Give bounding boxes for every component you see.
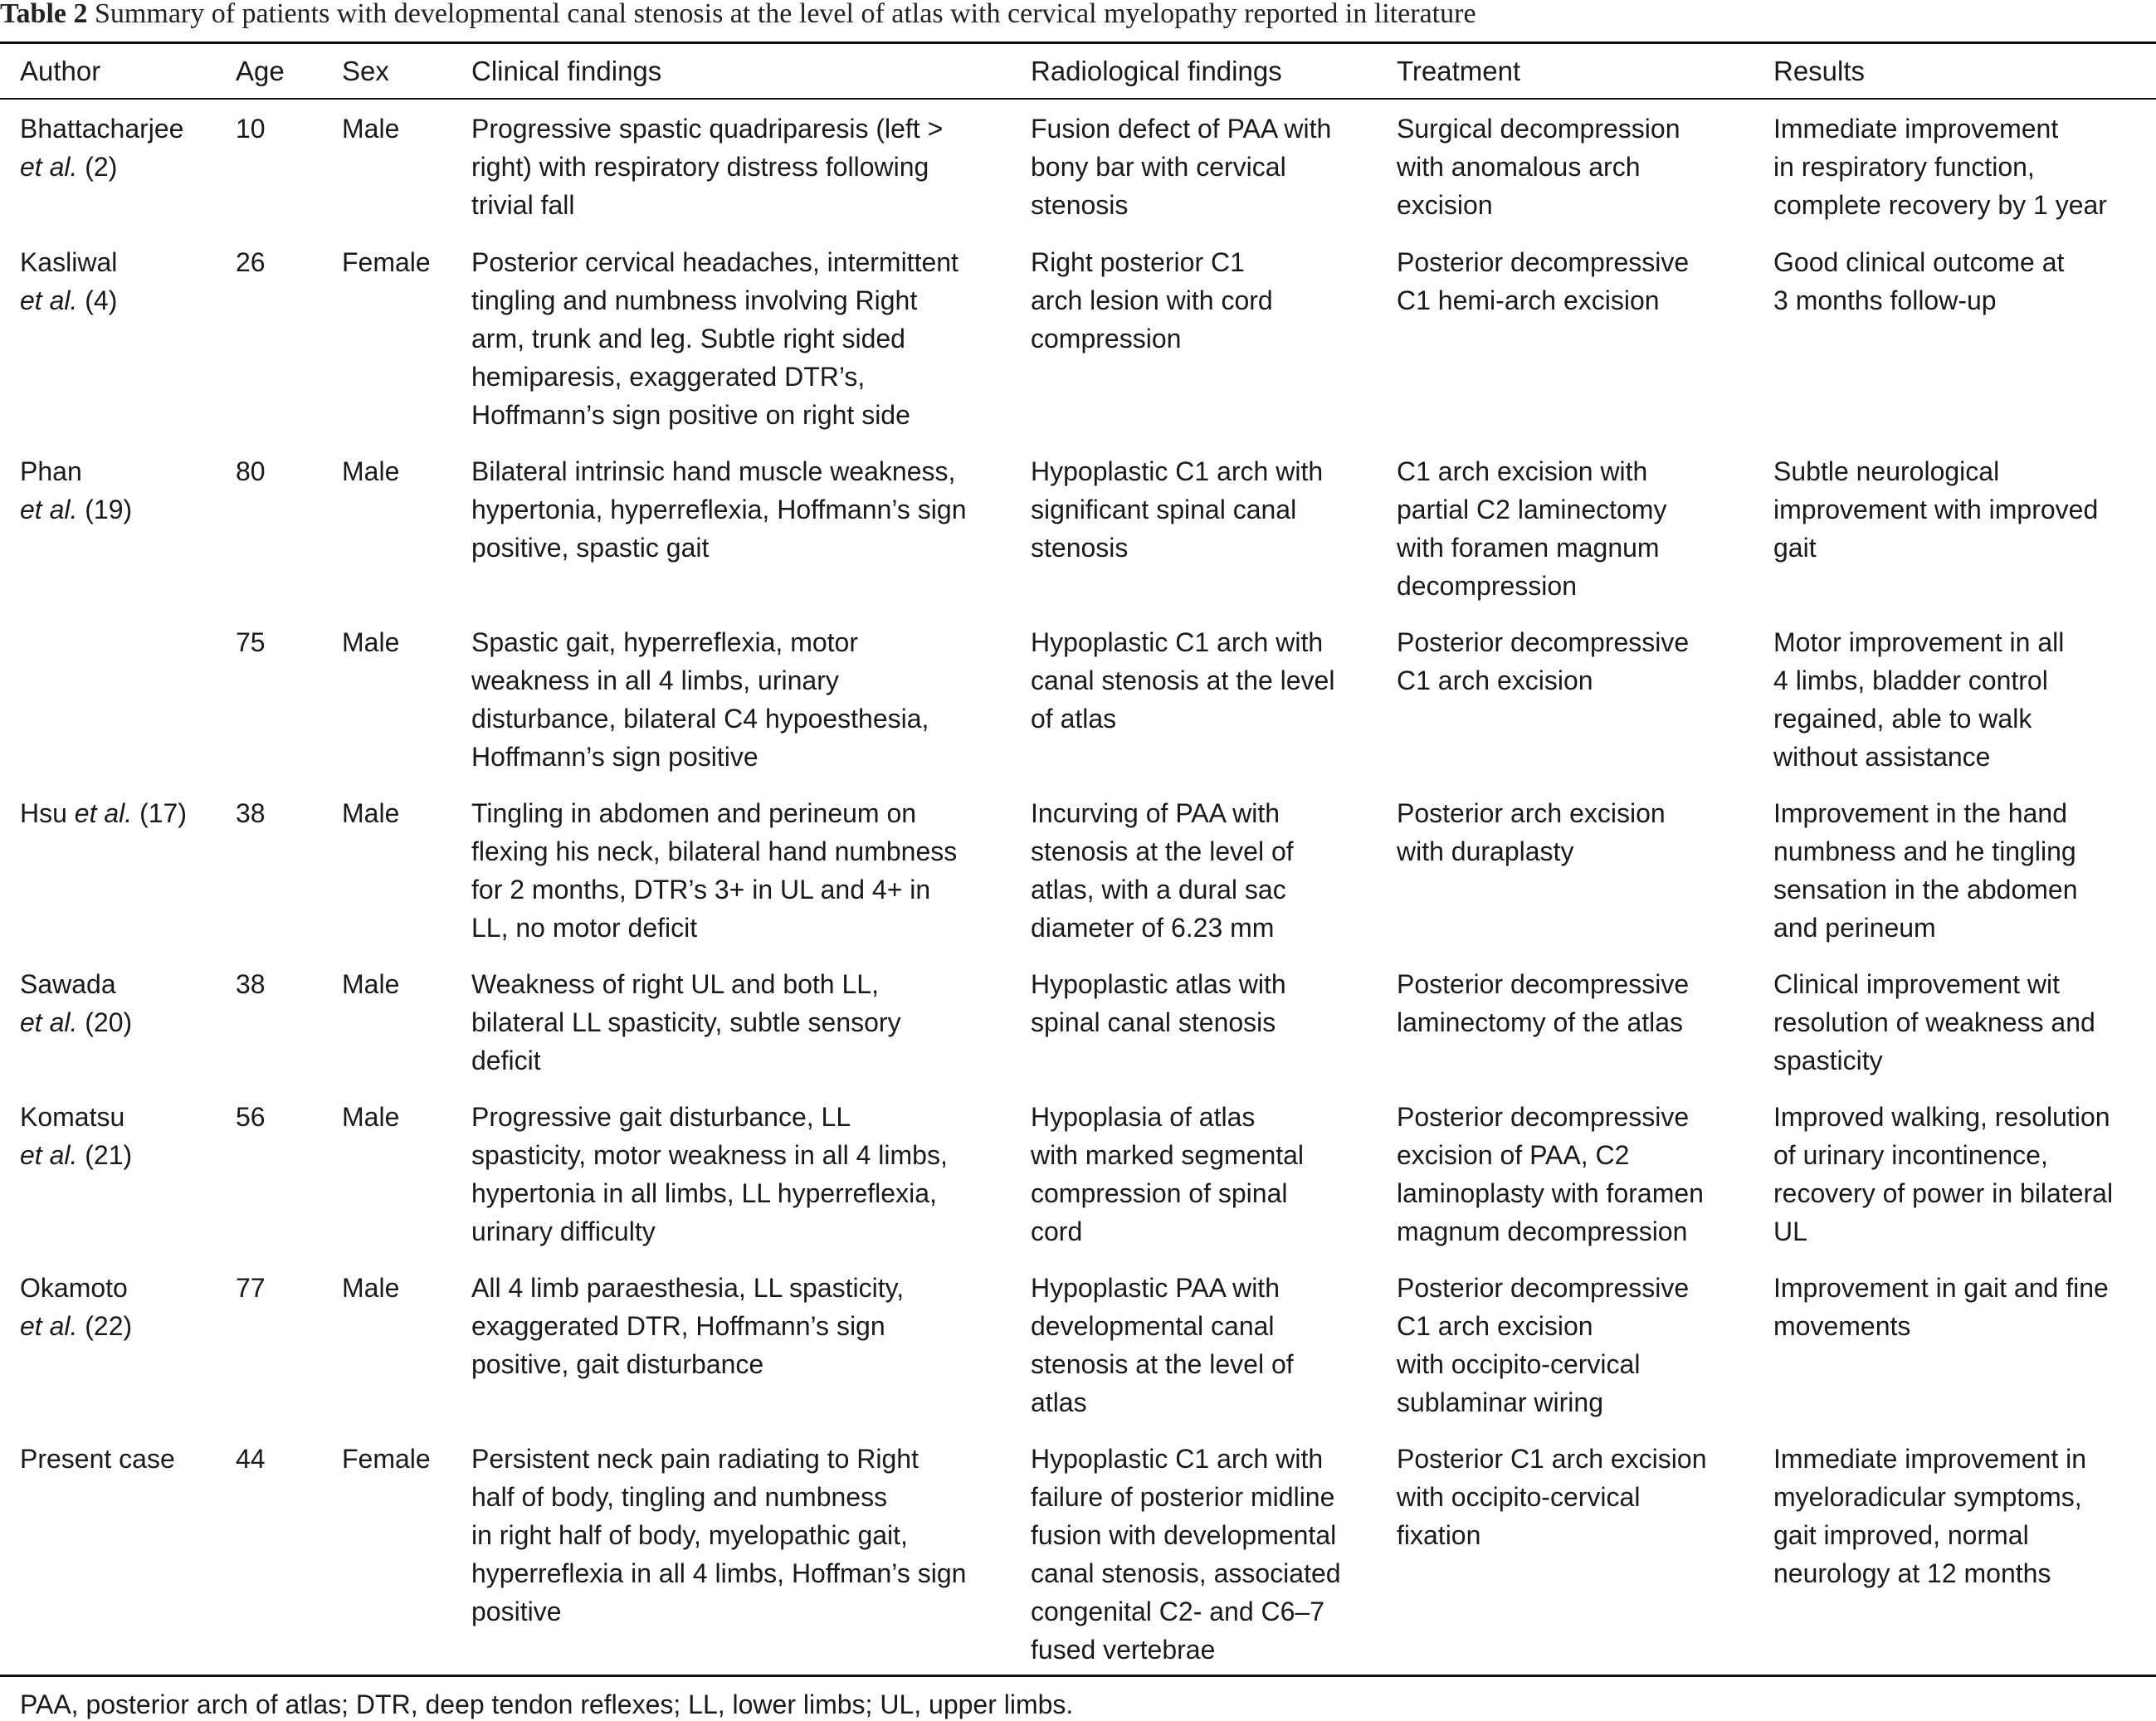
clinical-findings-cell	[471, 794, 1011, 947]
clinical-findings-cell-line: hemiparesis, exaggerated DTR’s,	[471, 362, 866, 392]
radiological-findings-cell-line: fusion with developmental	[1031, 1520, 1337, 1550]
table-row	[0, 110, 2156, 243]
results-cell-line: without assistance	[1773, 742, 1991, 772]
results-cell-line: neurology at 12 months	[1773, 1558, 2051, 1588]
results-cell-line: Immediate improvement in	[1773, 1444, 2087, 1474]
clinical-findings-cell-line: disturbance, bilateral C4 hypoesthesia,	[471, 704, 929, 734]
radiological-findings-cell-line: bony bar with cervical	[1031, 152, 1286, 182]
author-et-al: et al.	[20, 1007, 78, 1037]
age-cell: 38	[236, 969, 266, 999]
clinical-findings-cell-line: Posterior cervical headaches, intermittent	[471, 247, 958, 277]
results-cell	[1773, 452, 2147, 567]
results-cell	[1773, 794, 2147, 947]
radiological-findings-cell-line: diameter of 6.23 mm	[1031, 913, 1275, 943]
radiological-findings-cell	[1031, 1269, 1371, 1421]
age-cell: 38	[236, 798, 266, 828]
radiological-findings-cell-line: Hypoplastic C1 arch with	[1031, 1444, 1324, 1474]
clinical-findings-cell-line: Spastic gait, hyperreflexia, motor	[471, 627, 858, 657]
results-cell-line: improvement with improved	[1773, 495, 2099, 524]
clinical-findings-cell-line: positive	[471, 1597, 562, 1626]
treatment-cell	[1397, 452, 1754, 605]
results-cell	[1773, 1098, 2147, 1251]
treatment-cell-line: magnum decompression	[1397, 1216, 1688, 1246]
radiological-findings-cell	[1031, 243, 1371, 358]
sex-cell: Male	[342, 627, 400, 657]
author-text: Sawada	[20, 969, 116, 999]
table-title: Summary of patients with developmental canal stenosis at the level of atlas with cervical myelopathy reported in literature	[87, 0, 1476, 29]
treatment-cell-line: with foramen magnum	[1397, 533, 1660, 563]
clinical-findings-cell-line: half of body, tingling and numbness	[471, 1482, 888, 1512]
clinical-findings-cell-line: All 4 limb paraesthesia, LL spasticity,	[471, 1273, 905, 1303]
clinical-findings-cell-line: hyperreflexia in all 4 limbs, Hoffman’s sign	[471, 1558, 967, 1588]
results-cell-line: in respiratory function,	[1773, 152, 2035, 182]
author-et-al: et al.	[20, 285, 78, 315]
treatment-cell-line: with duraplasty	[1397, 836, 1574, 866]
clinical-findings-cell-line: Hoffmann’s sign positive	[471, 742, 759, 772]
author-line	[20, 794, 219, 832]
clinical-findings-cell-line: for 2 months, DTR’s 3+ in UL and 4+ in	[471, 875, 931, 904]
table-row	[0, 1269, 2156, 1440]
clinical-findings-cell-line: LL, no motor deficit	[471, 913, 698, 943]
radiological-findings-cell-line: atlas, with a dural sac	[1031, 875, 1286, 904]
radiological-findings-cell-line: of atlas	[1031, 704, 1117, 734]
author-text: Present case	[20, 1444, 175, 1474]
results-cell-line: Improved walking, resolution	[1773, 1102, 2110, 1132]
sex-cell: Male	[342, 969, 400, 999]
clinical-findings-cell-line: Hoffmann’s sign positive on right side	[471, 400, 910, 430]
treatment-cell-line: with anomalous arch	[1397, 152, 1641, 182]
author-text: (21)	[77, 1140, 133, 1170]
results-cell-line: regained, able to walk	[1773, 704, 2032, 734]
clinical-findings-cell-line: Progressive spastic quadriparesis (left >	[471, 114, 944, 144]
treatment-cell-line: C1 arch excision	[1397, 1311, 1593, 1341]
treatment-cell-line: C1 arch excision	[1397, 665, 1593, 695]
author-et-al: et al.	[20, 152, 78, 182]
age-cell: 44	[236, 1444, 266, 1474]
author-text: Hsu	[20, 798, 75, 828]
sex-cell: Male	[342, 456, 400, 486]
clinical-findings-cell	[471, 1269, 1011, 1383]
radiological-findings-cell-line: spinal canal stenosis	[1031, 1007, 1276, 1037]
clinical-findings-cell-line: Persistent neck pain radiating to Right	[471, 1444, 919, 1474]
author-line	[20, 1440, 219, 1478]
clinical-findings-cell-line: trivial fall	[471, 190, 575, 220]
clinical-findings-cell	[471, 965, 1011, 1080]
header-age: Age	[236, 56, 285, 86]
radiological-findings-cell-line: stenosis at the level of	[1031, 836, 1294, 866]
results-cell-line: recovery of power in bilateral	[1773, 1178, 2114, 1208]
results-cell-line: sensation in the abdomen	[1773, 875, 2078, 904]
author-cell	[20, 1269, 219, 1345]
radiological-findings-cell-line: canal stenosis, associated	[1031, 1558, 1341, 1588]
results-cell-line: gait improved, normal	[1773, 1520, 2029, 1550]
header-rule	[0, 98, 2156, 100]
sex-cell: Male	[342, 114, 400, 144]
treatment-cell-line: Surgical decompression	[1397, 114, 1680, 144]
results-cell-line: complete recovery by 1 year	[1773, 190, 2107, 220]
clinical-findings-cell-line: flexing his neck, bilateral hand numbness	[471, 836, 958, 866]
radiological-findings-cell-line: Fusion defect of PAA with	[1031, 114, 1332, 144]
treatment-cell-line: Posterior decompressive	[1397, 627, 1690, 657]
author-text: Bhattacharjee	[20, 114, 184, 144]
results-cell	[1773, 110, 2147, 224]
results-cell-line: Improvement in gait and fine	[1773, 1273, 2109, 1303]
author-text: Kasliwal	[20, 247, 118, 277]
radiological-findings-cell	[1031, 1440, 1371, 1669]
radiological-findings-cell	[1031, 794, 1371, 947]
radiological-findings-cell-line: congenital C2- and C6–7	[1031, 1597, 1325, 1626]
radiological-findings-cell	[1031, 1098, 1371, 1251]
table-body	[0, 110, 2156, 1665]
results-cell	[1773, 623, 2147, 776]
author-text: (19)	[77, 495, 133, 524]
table-footnote: PAA, posterior arch of atlas; DTR, deep tendon reflexes; LL, lower limbs; UL, upper limbs.	[20, 1689, 1074, 1719]
clinical-findings-cell-line: hypertonia in all limbs, LL hyperreflexia,	[471, 1178, 937, 1208]
radiological-findings-cell-line: Hypoplastic C1 arch with	[1031, 456, 1324, 486]
treatment-cell	[1397, 965, 1754, 1041]
author-line	[20, 110, 219, 148]
results-cell-line: Motor improvement in all	[1773, 627, 2065, 657]
author-line	[20, 1098, 219, 1136]
radiological-findings-cell-line: failure of posterior midline	[1031, 1482, 1335, 1512]
clinical-findings-cell-line: deficit	[471, 1046, 541, 1075]
age-cell: 80	[236, 456, 266, 486]
clinical-findings-cell-line: Weakness of right UL and both LL,	[471, 969, 879, 999]
author-text: (20)	[77, 1007, 133, 1037]
results-cell-line: and perineum	[1773, 913, 1936, 943]
author-cell	[20, 110, 219, 186]
results-cell	[1773, 1440, 2147, 1592]
radiological-findings-cell-line: developmental canal	[1031, 1311, 1275, 1341]
treatment-cell-line: with occipito-cervical	[1397, 1482, 1641, 1512]
author-line	[20, 243, 219, 281]
sex-cell: Male	[342, 1273, 400, 1303]
sex-cell: Male	[342, 1102, 400, 1132]
header-treatment: Treatment	[1397, 56, 1521, 86]
treatment-cell-line: Posterior decompressive	[1397, 247, 1690, 277]
radiological-findings-cell-line: with marked segmental	[1031, 1140, 1305, 1170]
table-row	[0, 623, 2156, 794]
radiological-findings-cell-line: atlas	[1031, 1387, 1087, 1417]
author-line	[20, 1269, 219, 1307]
clinical-findings-cell-line: weakness in all 4 limbs, urinary	[471, 665, 839, 695]
radiological-findings-cell-line: compression	[1031, 324, 1182, 353]
header-results: Results	[1773, 56, 1866, 86]
table-row	[0, 1440, 2156, 1665]
radiological-findings-cell-line: Hypoplastic atlas with	[1031, 969, 1286, 999]
clinical-findings-cell	[471, 623, 1011, 776]
clinical-findings-cell-line: bilateral LL spasticity, subtle sensory	[471, 1007, 901, 1037]
author-line	[20, 490, 219, 529]
author-line	[20, 1136, 219, 1174]
author-line	[20, 1307, 219, 1345]
treatment-cell-line: fixation	[1397, 1520, 1481, 1550]
clinical-findings-cell-line: right) with respiratory distress following	[471, 152, 929, 182]
results-cell	[1773, 965, 2147, 1080]
treatment-cell-line: decompression	[1397, 571, 1577, 601]
author-et-al: et al.	[74, 798, 133, 828]
results-cell-line: numbness and he tingling	[1773, 836, 2076, 866]
clinical-findings-cell	[471, 110, 1011, 224]
author-line	[20, 1003, 219, 1041]
treatment-cell-line: excision of PAA, C2	[1397, 1140, 1630, 1170]
treatment-cell-line: Posterior decompressive	[1397, 1102, 1690, 1132]
author-text: Phan	[20, 456, 82, 486]
treatment-cell-line: sublaminar wiring	[1397, 1387, 1603, 1417]
treatment-cell	[1397, 243, 1754, 319]
results-cell-line: 4 limbs, bladder control	[1773, 665, 2048, 695]
clinical-findings-cell-line: exaggerated DTR, Hoffmann’s sign	[471, 1311, 885, 1341]
header-author: Author	[20, 56, 101, 86]
radiological-findings-cell-line: cord	[1031, 1216, 1083, 1246]
clinical-findings-cell	[471, 452, 1011, 567]
author-cell	[20, 1098, 219, 1174]
results-cell-line: movements	[1773, 1311, 1911, 1341]
clinical-findings-cell-line: positive, gait disturbance	[471, 1349, 764, 1379]
results-cell-line: Clinical improvement wit	[1773, 969, 2060, 999]
treatment-cell	[1397, 1098, 1754, 1251]
clinical-findings-cell-line: in right half of body, myelopathic gait,	[471, 1520, 908, 1550]
clinical-findings-cell-line: hypertonia, hyperreflexia, Hoffmann’s sign	[471, 495, 967, 524]
radiological-findings-cell-line: stenosis	[1031, 533, 1129, 563]
clinical-findings-cell	[471, 1440, 1011, 1631]
author-text: (2)	[77, 152, 118, 182]
clinical-findings-cell-line: Progressive gait disturbance, LL	[471, 1102, 851, 1132]
treatment-cell	[1397, 110, 1754, 224]
results-cell	[1773, 243, 2147, 319]
age-cell: 26	[236, 247, 266, 277]
radiological-findings-cell-line: arch lesion with cord	[1031, 285, 1273, 315]
header-clinical-findings: Clinical findings	[471, 56, 662, 86]
age-cell: 75	[236, 627, 266, 657]
radiological-findings-cell	[1031, 623, 1371, 738]
author-text: Okamoto	[20, 1273, 128, 1303]
radiological-findings-cell-line: Hypoplasia of atlas	[1031, 1102, 1256, 1132]
treatment-cell-line: Posterior C1 arch excision	[1397, 1444, 1707, 1474]
treatment-cell-line: laminoplasty with foramen	[1397, 1178, 1704, 1208]
results-cell-line: Good clinical outcome at	[1773, 247, 2065, 277]
table-row	[0, 965, 2156, 1098]
clinical-findings-cell	[471, 1098, 1011, 1251]
treatment-cell	[1397, 1269, 1754, 1421]
radiological-findings-cell-line: Hypoplastic C1 arch with	[1031, 627, 1324, 657]
age-cell: 77	[236, 1273, 266, 1303]
author-text: (17)	[132, 798, 187, 828]
treatment-cell-line: Posterior decompressive	[1397, 1273, 1690, 1303]
author-line	[20, 965, 219, 1003]
results-cell-line: 3 months follow-up	[1773, 285, 1997, 315]
author-cell	[20, 794, 219, 832]
bottom-rule	[0, 1675, 2156, 1677]
author-cell	[20, 1440, 219, 1478]
clinical-findings-cell-line: positive, spastic gait	[471, 533, 710, 563]
radiological-findings-cell	[1031, 452, 1371, 567]
author-text: (22)	[77, 1311, 133, 1341]
treatment-cell-line: excision	[1397, 190, 1493, 220]
results-cell-line: spasticity	[1773, 1046, 1883, 1075]
author-et-al: et al.	[20, 495, 78, 524]
table-label: Table 2	[0, 0, 88, 29]
treatment-cell-line: laminectomy of the atlas	[1397, 1007, 1684, 1037]
treatment-cell	[1397, 1440, 1754, 1554]
clinical-findings-cell-line: Bilateral intrinsic hand muscle weakness,	[471, 456, 956, 486]
radiological-findings-cell-line: compression of spinal	[1031, 1178, 1288, 1208]
table-row	[0, 1098, 2156, 1269]
treatment-cell	[1397, 794, 1754, 870]
clinical-findings-cell	[471, 243, 1011, 434]
clinical-findings-cell-line: urinary difficulty	[471, 1216, 656, 1246]
treatment-cell-line: C1 arch excision with	[1397, 456, 1648, 486]
table-caption	[0, 0, 2156, 37]
radiological-findings-cell-line: fused vertebrae	[1031, 1635, 1216, 1665]
radiological-findings-cell	[1031, 965, 1371, 1041]
results-cell-line: Immediate improvement	[1773, 114, 2059, 144]
clinical-findings-cell-line: tingling and numbness involving Right	[471, 285, 918, 315]
clinical-findings-cell-line: arm, trunk and leg. Subtle right sided	[471, 324, 905, 353]
results-cell-line: resolution of weakness and	[1773, 1007, 2095, 1037]
results-cell-line: of urinary incontinence,	[1773, 1140, 2048, 1170]
author-cell	[20, 452, 219, 529]
treatment-cell-line: Posterior arch excision	[1397, 798, 1666, 828]
radiological-findings-cell-line: Incurving of PAA with	[1031, 798, 1280, 828]
author-et-al: et al.	[20, 1311, 78, 1341]
results-cell-line: myeloradicular symptoms,	[1773, 1482, 2082, 1512]
radiological-findings-cell-line: stenosis at the level of	[1031, 1349, 1294, 1379]
author-text: Komatsu	[20, 1102, 125, 1132]
results-cell-line: gait	[1773, 533, 1817, 563]
table-row	[0, 243, 2156, 452]
radiological-findings-cell-line: stenosis	[1031, 190, 1129, 220]
sex-cell: Male	[342, 798, 400, 828]
author-et-al: et al.	[20, 1140, 78, 1170]
radiological-findings-cell-line: Hypoplastic PAA with	[1031, 1273, 1280, 1303]
clinical-findings-cell-line: spasticity, motor weakness in all 4 limbs,	[471, 1140, 948, 1170]
treatment-cell-line: Posterior decompressive	[1397, 969, 1690, 999]
results-cell	[1773, 1269, 2147, 1345]
clinical-findings-cell-line: Tingling in abdomen and perineum on	[471, 798, 917, 828]
treatment-cell-line: with occipito-cervical	[1397, 1349, 1641, 1379]
sex-cell: Female	[342, 247, 431, 277]
results-cell-line: UL	[1773, 1216, 1807, 1246]
top-rule	[0, 41, 2156, 44]
header-sex: Sex	[342, 56, 389, 86]
radiological-findings-cell-line: canal stenosis at the level	[1031, 665, 1335, 695]
table-row	[0, 794, 2156, 965]
author-cell	[20, 243, 219, 319]
results-cell-line: Improvement in the hand	[1773, 798, 2067, 828]
treatment-cell-line: C1 hemi-arch excision	[1397, 285, 1660, 315]
author-line	[20, 452, 219, 490]
table-row	[0, 452, 2156, 623]
radiological-findings-cell-line: Right posterior C1	[1031, 247, 1245, 277]
radiological-findings-cell	[1031, 110, 1371, 224]
header-radiological-findings: Radiological findings	[1031, 56, 1282, 86]
treatment-cell	[1397, 623, 1754, 700]
results-cell-line: Subtle neurological	[1773, 456, 2000, 486]
author-cell	[20, 965, 219, 1041]
author-text: (4)	[77, 285, 118, 315]
radiological-findings-cell-line: significant spinal canal	[1031, 495, 1297, 524]
author-line	[20, 281, 219, 319]
age-cell: 10	[236, 114, 266, 144]
age-cell: 56	[236, 1102, 266, 1132]
author-line	[20, 148, 219, 186]
sex-cell: Female	[342, 1444, 431, 1474]
treatment-cell-line: partial C2 laminectomy	[1397, 495, 1667, 524]
